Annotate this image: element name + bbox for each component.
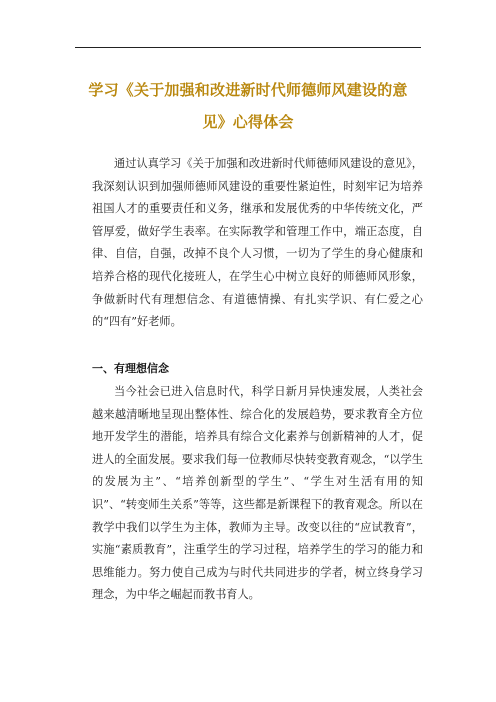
document-title-line-1: 学习《关于加强和改进新时代师德师风建设的意 (88, 81, 408, 99)
document-title-line-2: 见》心得体会 (202, 113, 294, 131)
header-rule (75, 47, 421, 48)
section-paragraph: 当今社会已进入信息时代，科学日新月异快速发展，人类社会越来越清晰地呈现出整体性、综合化的发展趋势，要求教育全方位地开发学生的潜能，培养具有综合文化素养与创新精神的人才，促进人的全面发展。要求我们每一位教师尽快转变教育观念，“以学生的发展为主”、“培养创新型的学生”、“学生对生活有用的知识”、“转变师生关系”等等，这些都是新课程下的教育观念。所以在教学中我们以学生为主体，教师为主导。改变以往的“应试教育”，实施“素质教育”，注重学生的学习过程，培养学生的学习的能力和思维能力。努力使自己成为与时代共同进步的学者，树立终身学习理念，为中华之崛起而教书育人。 (92, 385, 423, 602)
intro-paragraph: 通过认真学习《关于加强和改进新时代师德师风建设的意见》，我深刻认识到加强师德师风建设的重要性紧迫性，时刻牢记为培养祖国人才的重要责任和义务，继承和发展优秀的中华传统文化，严管厚爱，做好学生表率。在实际教学和管理工作中，端正态度，自律、自信，自强，改掉不良个人习惯，一切为了学生的身心健康和培养合格的现代化接班人，在学生心中树立良好的师德师风形象，争做新时代有理想信念、有道德情操、有扎实学识、有仁爱之心的“四有”好老师。 (92, 157, 423, 329)
section-heading: 一、有理想信念 (92, 362, 169, 375)
